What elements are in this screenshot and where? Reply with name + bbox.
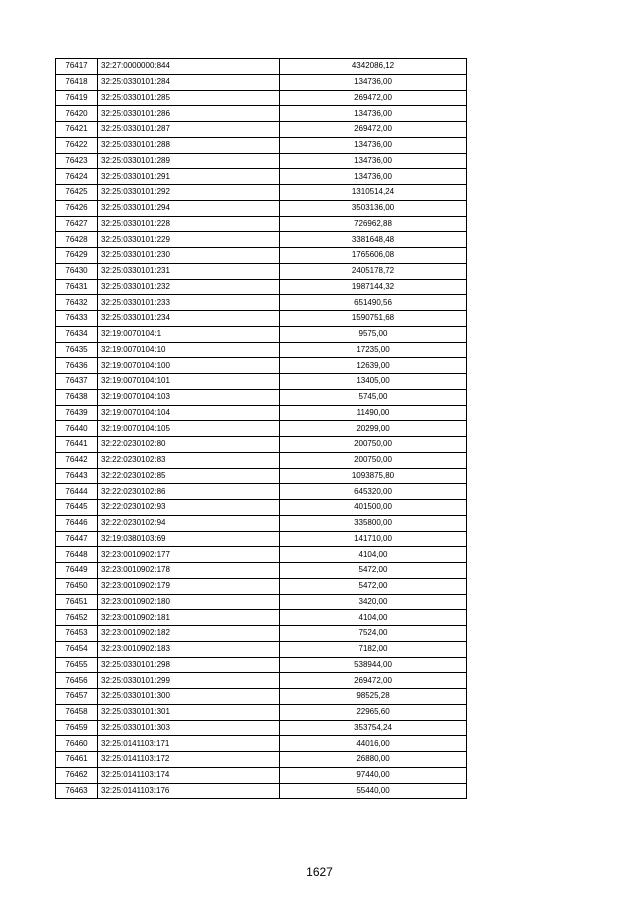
cadastral-value: 9575,00 — [280, 326, 467, 342]
table-row — [56, 752, 467, 768]
cadastral-value: 5472,00 — [280, 578, 467, 594]
cadastral-number: 32:25:0330101:301 — [98, 704, 280, 720]
cadastral-value: 7524,00 — [280, 626, 467, 642]
table-row — [56, 74, 467, 90]
cadastral-number: 32:25:0330101:284 — [98, 74, 280, 90]
table-row — [56, 673, 467, 689]
cadastral-value: 200750,00 — [280, 437, 467, 453]
table-row — [56, 594, 467, 610]
table-row — [56, 185, 467, 201]
table-row — [56, 374, 467, 390]
table-row — [56, 137, 467, 153]
cadastral-number: 32:25:0330101:288 — [98, 137, 280, 153]
cadastral-number: 32:23:0010902:182 — [98, 626, 280, 642]
cadastral-value: 269472,00 — [280, 122, 467, 138]
cadastral-value: 17235,00 — [280, 342, 467, 358]
cadastral-number: 32:25:0330101:285 — [98, 90, 280, 106]
table-row — [56, 342, 467, 358]
cadastral-number: 32:25:0330101:294 — [98, 200, 280, 216]
cadastral-number: 32:23:0010902:179 — [98, 578, 280, 594]
row-number: 76451 — [56, 594, 98, 610]
row-number: 76438 — [56, 389, 98, 405]
cadastral-value: 3503136,00 — [280, 200, 467, 216]
table-row — [56, 452, 467, 468]
table-row — [56, 783, 467, 799]
row-number: 76461 — [56, 752, 98, 768]
row-number: 76447 — [56, 531, 98, 547]
cadastral-number: 32:25:0330101:233 — [98, 295, 280, 311]
row-number: 76455 — [56, 657, 98, 673]
table-row — [56, 720, 467, 736]
table-row — [56, 200, 467, 216]
cadastral-number: 32:23:0010902:178 — [98, 563, 280, 579]
table-row — [56, 657, 467, 673]
table-row — [56, 547, 467, 563]
cadastral-value: 26880,00 — [280, 752, 467, 768]
row-number: 76460 — [56, 736, 98, 752]
cadastral-value: 335800,00 — [280, 515, 467, 531]
table-row — [56, 610, 467, 626]
cadastral-number: 32:25:0330101:289 — [98, 153, 280, 169]
page-number: 1627 — [306, 865, 333, 879]
row-number: 76435 — [56, 342, 98, 358]
table-row — [56, 405, 467, 421]
cadastral-number: 32:25:0330101:299 — [98, 673, 280, 689]
row-number: 76459 — [56, 720, 98, 736]
table-row — [56, 358, 467, 374]
cadastral-value: 4342086,12 — [280, 59, 467, 75]
table-row — [56, 736, 467, 752]
cadastral-value: 7182,00 — [280, 641, 467, 657]
row-number: 76430 — [56, 263, 98, 279]
row-number: 76453 — [56, 626, 98, 642]
row-number: 76431 — [56, 279, 98, 295]
cadastral-number: 32:25:0330101:286 — [98, 106, 280, 122]
row-number: 76452 — [56, 610, 98, 626]
cadastral-number: 32:25:0141103:174 — [98, 767, 280, 783]
cadastral-number: 32:25:0141103:172 — [98, 752, 280, 768]
row-number: 76425 — [56, 185, 98, 201]
table-row — [56, 531, 467, 547]
row-number: 76449 — [56, 563, 98, 579]
cadastral-value: 141710,00 — [280, 531, 467, 547]
cadastral-value: 134736,00 — [280, 153, 467, 169]
row-number: 76442 — [56, 452, 98, 468]
row-number: 76432 — [56, 295, 98, 311]
row-number: 76422 — [56, 137, 98, 153]
cadastral-value: 1987144,32 — [280, 279, 467, 295]
row-number: 76446 — [56, 515, 98, 531]
table-row — [56, 279, 467, 295]
cadastral-number: 32:25:0330101:287 — [98, 122, 280, 138]
row-number: 76419 — [56, 90, 98, 106]
cadastral-value: 726962,88 — [280, 216, 467, 232]
cadastral-value: 13405,00 — [280, 374, 467, 390]
cadastral-value: 98525,28 — [280, 689, 467, 705]
cadastral-number: 32:25:0330101:228 — [98, 216, 280, 232]
cadastral-value: 401500,00 — [280, 500, 467, 516]
cadastral-value: 269472,00 — [280, 673, 467, 689]
table-row — [56, 153, 467, 169]
row-number: 76423 — [56, 153, 98, 169]
row-number: 76427 — [56, 216, 98, 232]
table-row — [56, 216, 467, 232]
row-number: 76448 — [56, 547, 98, 563]
table-row — [56, 578, 467, 594]
cadastral-number: 32:25:0330101:291 — [98, 169, 280, 185]
table-row — [56, 437, 467, 453]
table-body — [56, 59, 467, 799]
cadastral-number: 32:25:0141103:176 — [98, 783, 280, 799]
cadastral-value: 20299,00 — [280, 421, 467, 437]
cadastral-value: 4104,00 — [280, 547, 467, 563]
cadastral-value: 12639,00 — [280, 358, 467, 374]
cadastral-value: 3420,00 — [280, 594, 467, 610]
row-number: 76457 — [56, 689, 98, 705]
table-row — [56, 263, 467, 279]
cadastral-value: 55440,00 — [280, 783, 467, 799]
cadastral-value: 1765606,08 — [280, 248, 467, 264]
table-row — [56, 515, 467, 531]
cadastral-value: 1310514,24 — [280, 185, 467, 201]
row-number: 76424 — [56, 169, 98, 185]
table-row — [56, 90, 467, 106]
cadastral-value: 200750,00 — [280, 452, 467, 468]
cadastral-value: 5745,00 — [280, 389, 467, 405]
cadastral-number: 32:25:0330101:230 — [98, 248, 280, 264]
row-number: 76428 — [56, 232, 98, 248]
table-row — [56, 326, 467, 342]
cadastral-number: 32:22:0230102:93 — [98, 500, 280, 516]
cadastral-number: 32:19:0070104:101 — [98, 374, 280, 390]
row-number: 76441 — [56, 437, 98, 453]
row-number: 76445 — [56, 500, 98, 516]
row-number: 76420 — [56, 106, 98, 122]
cadastral-value: 1590751,68 — [280, 311, 467, 327]
cadastral-number: 32:25:0141103:171 — [98, 736, 280, 752]
row-number: 76439 — [56, 405, 98, 421]
table-row — [56, 641, 467, 657]
row-number: 76463 — [56, 783, 98, 799]
cadastral-value: 269472,00 — [280, 90, 467, 106]
cadastral-number: 32:25:0330101:232 — [98, 279, 280, 295]
table-row — [56, 311, 467, 327]
row-number: 76437 — [56, 374, 98, 390]
cadastral-number: 32:19:0070104:1 — [98, 326, 280, 342]
table-row — [56, 563, 467, 579]
cadastral-value: 1093875,80 — [280, 468, 467, 484]
cadastral-number: 32:22:0230102:94 — [98, 515, 280, 531]
table-row — [56, 59, 467, 75]
table-row — [56, 248, 467, 264]
cadastral-value: 134736,00 — [280, 137, 467, 153]
cadastral-number: 32:22:0230102:86 — [98, 484, 280, 500]
cadastral-number: 32:25:0330101:292 — [98, 185, 280, 201]
row-number: 76440 — [56, 421, 98, 437]
row-number: 76418 — [56, 74, 98, 90]
cadastral-value: 353754,24 — [280, 720, 467, 736]
row-number: 76421 — [56, 122, 98, 138]
cadastral-value: 2405178,72 — [280, 263, 467, 279]
cadastral-number: 32:23:0010902:181 — [98, 610, 280, 626]
cadastral-number: 32:19:0070104:100 — [98, 358, 280, 374]
row-number: 76434 — [56, 326, 98, 342]
table-row — [56, 169, 467, 185]
table-row — [56, 689, 467, 705]
table-row — [56, 421, 467, 437]
table-row — [56, 704, 467, 720]
cadastral-number: 32:25:0330101:229 — [98, 232, 280, 248]
cadastral-number: 32:22:0230102:80 — [98, 437, 280, 453]
cadastral-number: 32:27:0000000:844 — [98, 59, 280, 75]
cadastral-value: 645320,00 — [280, 484, 467, 500]
cadastral-value: 5472,00 — [280, 563, 467, 579]
row-number: 76433 — [56, 311, 98, 327]
table-row — [56, 767, 467, 783]
table-row — [56, 232, 467, 248]
cadastral-value: 134736,00 — [280, 74, 467, 90]
cadastral-number: 32:25:0330101:300 — [98, 689, 280, 705]
cadastral-number: 32:23:0010902:180 — [98, 594, 280, 610]
table-row — [56, 389, 467, 405]
cadastral-value: 3381648,48 — [280, 232, 467, 248]
cadastral-value: 134736,00 — [280, 106, 467, 122]
table-row — [56, 484, 467, 500]
cadastral-value: 651490,56 — [280, 295, 467, 311]
table-row — [56, 122, 467, 138]
cadastral-number: 32:19:0070104:10 — [98, 342, 280, 358]
row-number: 76417 — [56, 59, 98, 75]
row-number: 76450 — [56, 578, 98, 594]
cadastral-number: 32:25:0330101:231 — [98, 263, 280, 279]
row-number: 76456 — [56, 673, 98, 689]
cadastral-value-table — [55, 58, 467, 799]
cadastral-value: 538944,00 — [280, 657, 467, 673]
row-number: 76444 — [56, 484, 98, 500]
cadastral-number: 32:25:0330101:298 — [98, 657, 280, 673]
cadastral-number: 32:23:0010902:177 — [98, 547, 280, 563]
cadastral-number: 32:22:0230102:83 — [98, 452, 280, 468]
table-row — [56, 106, 467, 122]
cadastral-number: 32:19:0070104:105 — [98, 421, 280, 437]
cadastral-value: 11490,00 — [280, 405, 467, 421]
cadastral-number: 32:19:0380103:69 — [98, 531, 280, 547]
cadastral-value: 97440,00 — [280, 767, 467, 783]
cadastral-number: 32:25:0330101:234 — [98, 311, 280, 327]
row-number: 76426 — [56, 200, 98, 216]
table-row — [56, 468, 467, 484]
row-number: 76429 — [56, 248, 98, 264]
row-number: 76454 — [56, 641, 98, 657]
cadastral-value: 22965,60 — [280, 704, 467, 720]
cadastral-number: 32:23:0010902:183 — [98, 641, 280, 657]
row-number: 76458 — [56, 704, 98, 720]
cadastral-number: 32:19:0070104:103 — [98, 389, 280, 405]
row-number: 76443 — [56, 468, 98, 484]
table-row — [56, 295, 467, 311]
table-row — [56, 626, 467, 642]
row-number: 76436 — [56, 358, 98, 374]
cadastral-number: 32:22:0230102:85 — [98, 468, 280, 484]
cadastral-value: 44016,00 — [280, 736, 467, 752]
cadastral-number: 32:19:0070104:104 — [98, 405, 280, 421]
cadastral-value: 134736,00 — [280, 169, 467, 185]
cadastral-value: 4104,00 — [280, 610, 467, 626]
cadastral-number: 32:25:0330101:303 — [98, 720, 280, 736]
table-row — [56, 500, 467, 516]
row-number: 76462 — [56, 767, 98, 783]
